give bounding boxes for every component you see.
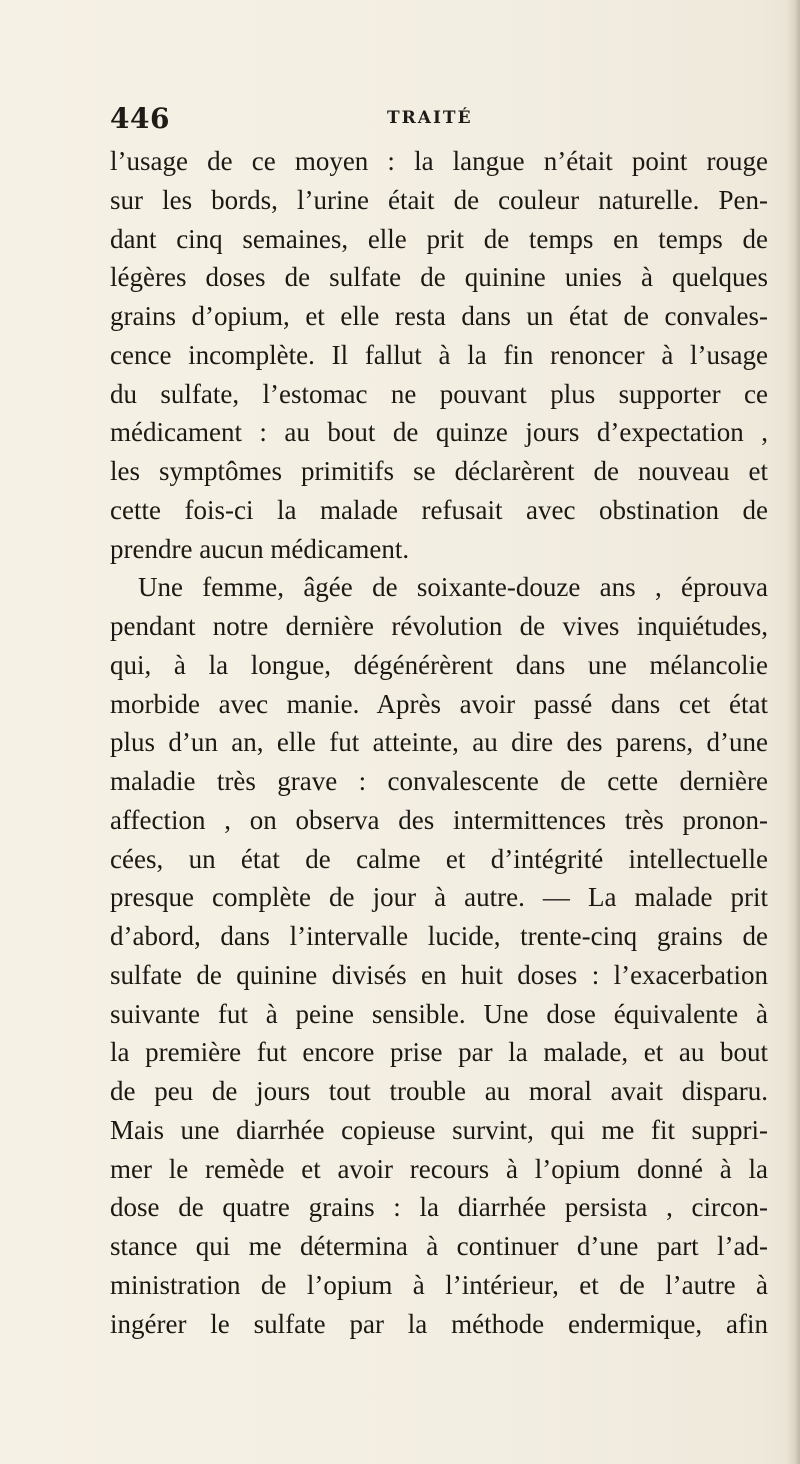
text-line: affection , on observa des intermittences très pronon- bbox=[110, 804, 768, 835]
text-line: cées, un état de calme et d’intégrité intellectuelle bbox=[110, 843, 768, 874]
text-line: grains d’opium, et elle resta dans un état de convales- bbox=[110, 301, 768, 331]
text-line: de peu de jours tout trouble au moral avait disparu. bbox=[110, 1076, 768, 1106]
text-line: cette fois-ci la malade refusait avec obstination de bbox=[110, 494, 768, 525]
text-line: légères doses de sulfate de quinine unies à quelques bbox=[110, 262, 768, 293]
page-edge-shadow bbox=[786, 0, 800, 1464]
text-line: mer le remède et avoir recours à l’opium donné à la bbox=[110, 1153, 768, 1184]
text-line: l’usage de ce moyen : la langue n’était point rouge bbox=[110, 146, 768, 176]
text-line: maladie très grave : convalescente de cette dernière bbox=[110, 766, 768, 796]
paragraph-end-line: prendre aucun médicament. bbox=[110, 533, 410, 564]
text-line: qui, à la longue, dégénérèrent dans une mélancolie bbox=[110, 649, 768, 680]
text-line: du sulfate, l’estomac ne pouvant plus supporter ce bbox=[110, 378, 768, 409]
text-line: d’abord, dans l’intervalle lucide, trente-cinq grains de bbox=[110, 921, 768, 951]
text-line: sulfate de quinine divisés en huit doses : l’exacerbation bbox=[110, 959, 768, 990]
text-line: morbide avec manie. Après avoir passé dans cet état bbox=[110, 688, 768, 719]
text-line: cence incomplète. Il fallut à la fin renoncer à l’usage bbox=[110, 339, 768, 370]
page-number: 446 bbox=[110, 102, 170, 135]
text-line: la première fut encore prise par la malade, et au bout bbox=[110, 1037, 768, 1068]
text-line: plus d’un an, elle fut atteinte, au dire des parens, d’une bbox=[110, 727, 768, 758]
text-line: Mais une diarrhée copieuse survint, qui me fit suppri- bbox=[110, 1114, 768, 1145]
paragraph-start-line: Une femme, âgée de soixante-douze ans , éprouva bbox=[138, 572, 768, 603]
text-line: ministration de l’opium à l’intérieur, et de l’autre à bbox=[110, 1269, 768, 1300]
text-line: pendant notre dernière révolution de vives inquiétudes, bbox=[110, 611, 768, 641]
text-line: les symptômes primitifs se déclarèrent de nouveau et bbox=[110, 456, 768, 486]
text-line: suivante fut à peine sensible. Une dose équivalente à bbox=[110, 998, 768, 1029]
text-line: stance qui me détermina à continuer d’une part l’ad- bbox=[110, 1231, 768, 1261]
text-line: dose de quatre grains : la diarrhée persista , circon- bbox=[110, 1192, 768, 1223]
body-text bbox=[110, 142, 768, 1343]
text-line: dant cinq semaines, elle prit de temps en temps de bbox=[110, 223, 768, 254]
text-line: sur les bords, l’urine était de couleur naturelle. Pen- bbox=[110, 184, 768, 215]
text-line: médicament : au bout de quinze jours d’expectation , bbox=[110, 417, 768, 448]
running-head: TRAITÉ bbox=[387, 108, 473, 128]
page-header bbox=[110, 102, 760, 138]
text-line: presque complète de jour à autre. — La malade prit bbox=[110, 882, 768, 913]
text-line: ingérer le sulfate par la méthode endermique, afin bbox=[110, 1308, 768, 1339]
